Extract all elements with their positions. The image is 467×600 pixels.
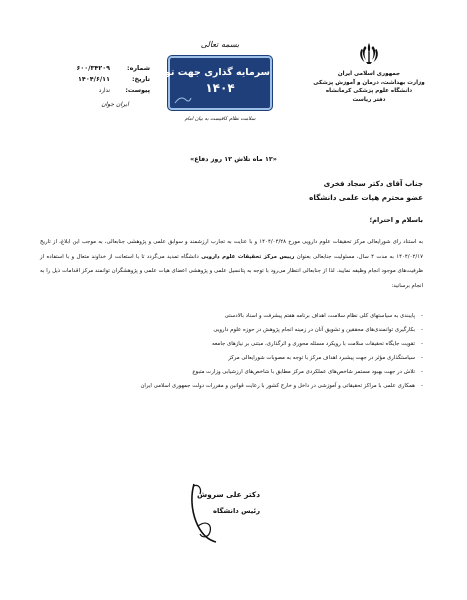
list-item: - سیاستگذاری مؤثر در جهت پیشبرد اهداف مرکز با توجه به مصوبات شورایعالی مرکز (40, 351, 423, 365)
org-line-country: جمهوری اسلامی ایران (337, 71, 401, 77)
signatory-title: رئیس دانشگاه (212, 507, 260, 515)
slogan-year: ۱۴۰۴ (205, 81, 235, 95)
paragraph-part-2: دانشگاه تمدید می‌گردد تا با استعانت از خداوند متعال و با استفاده از ظرفیت‌های موجود انجام وظیفه نمایید. لذا از جنابعالی انتظار می‌رود با توجه به پتانسیل علمی و پژوهشی اعضای هیات علمی و پژوهشگران توانمند مرکز اقدامات ذیل را به انجام برسانید: (40, 253, 423, 289)
signature-block (188, 480, 268, 550)
attachment-label: پیوست: (125, 86, 150, 94)
list-item: - بکارگیری توانمندی‌های محققین و تشویق آنان در زمینه انجام پژوهش در حوزه علوم دارویی (40, 323, 423, 337)
number-label: شماره: (127, 64, 150, 72)
list-item: - پایبندی به سیاستهای کلی نظام سلامت، اهداف برنامه هفتم پیشرفت و اسناد بالادستی (40, 309, 423, 323)
addressee-position: عضو محترم هیات علمی دانشگاه (309, 193, 423, 202)
addressee-block (309, 177, 423, 205)
date-label: تاریخ: (131, 75, 150, 83)
org-line-university: دانشگاه علوم پزشکی کرمانشاه (325, 88, 413, 94)
flourish-icon (174, 95, 192, 105)
slogan-text: سرمایه گذاری جهت تولید (151, 67, 270, 78)
bismillah-text: بسمه تعالی (200, 40, 240, 49)
date-value: ۱۴۰۴/۶/۱۱ (78, 75, 110, 83)
paragraph-bold-title: رییس مرکز تحقیقات علوم دارویی (201, 253, 295, 260)
greeting: باسلام و احترام؛ (369, 216, 423, 224)
letter-meta (40, 63, 150, 108)
list-item: - همکاری علمی با مراکز تحقیقاتی و آموزشی در داخل و خارج کشور با رعایت قوانین و مقررات دولت جمهوری اسلامی ایران (40, 379, 423, 393)
header-center (151, 38, 275, 123)
header-quote: سلامت نظام کافیست به بیان امام (184, 116, 256, 122)
campaign-line: «۱۲ ماه تلاش ۱۲ روز دفاع» (190, 155, 277, 163)
letter-paragraph (40, 235, 423, 293)
addressee-name: جناب آقای دکتر سجاد فخری (323, 179, 423, 188)
paragraph-part-1: به استناد رای شورایعالی مرکز تحقیقات علوم دارویی مورخ ۱۴۰۴/۰۴/۲۸ و با عنایت به تجارب ارزشمند و سوابق علمی و پژوهشی جنابعالی، به موجب این ابلاغ، از تاریخ ۱۴۰۴/۰۲/۱۷ به مدت ۴ سال، مسئولیت جنابعالی بعنوان (40, 239, 424, 260)
slogan-badge (151, 56, 272, 110)
attachment-value: ندارد (98, 88, 110, 94)
org-line-office: دفتر ریاست (352, 96, 386, 103)
signatory-name: دکتر علی سروش (196, 490, 260, 499)
meta-date-row (40, 74, 150, 85)
organization-block (299, 40, 439, 104)
duties-list (40, 309, 423, 393)
iran-emblem-icon (356, 40, 382, 66)
list-item: - تقویت جایگاه تحقیقات سلامت با رویکرد مسئله محوری و اثرگذاری، مبتنی بر نیازهای جامعه (40, 337, 423, 351)
list-item: - تلاش در جهت بهبود مستمر شاخص‌های عملکردی مرکز مطابق با شاخص‌های ارزشیابی وزارت متبوع (40, 365, 423, 379)
org-line-ministry: وزارت بهداشت، درمان و آموزش پزشکی (313, 79, 425, 86)
handwritten-note: ایران جوان (101, 101, 129, 108)
meta-attachment-row (40, 85, 150, 96)
meta-number-row (40, 63, 150, 74)
number-value: ۶۰۰/۳۴۲۰۹ (76, 64, 110, 72)
